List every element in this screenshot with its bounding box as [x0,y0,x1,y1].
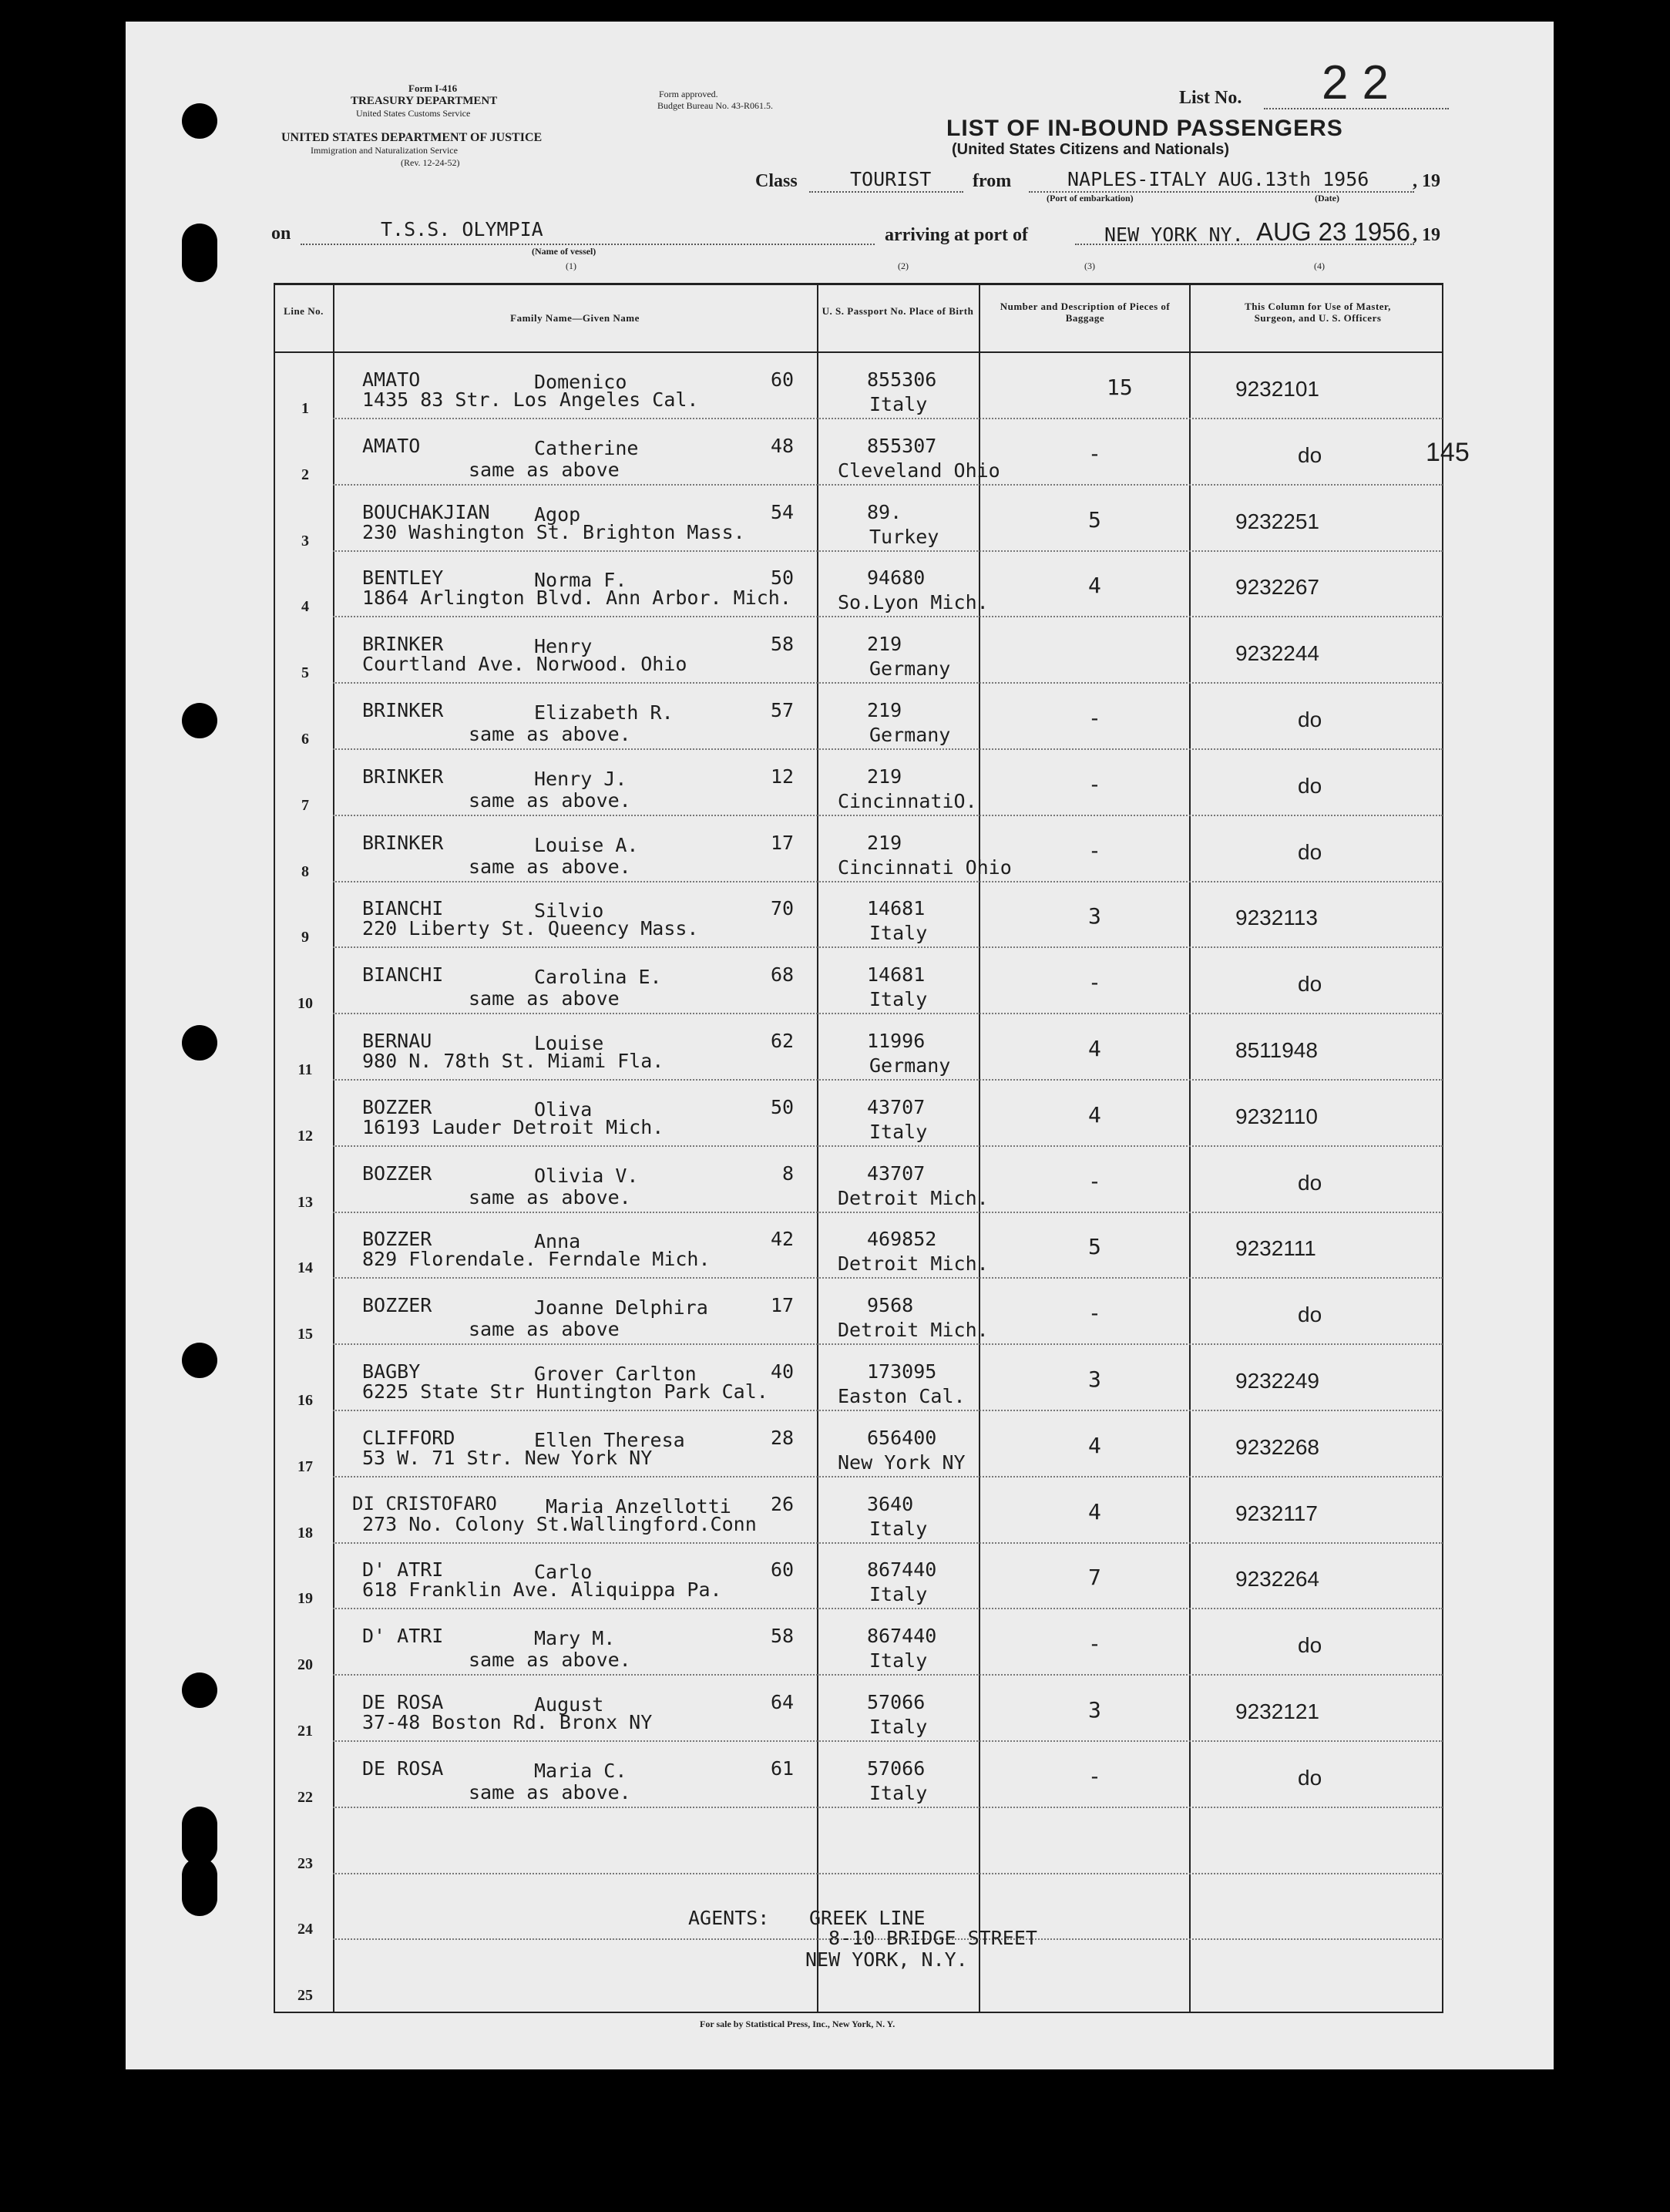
address: same as above. [469,856,631,878]
officer-entry: 9232268 [1235,1435,1320,1459]
address: same as above [469,459,620,481]
row-divider [333,1807,1443,1808]
given-name: Grover Carlton [534,1363,697,1385]
age: 62 [771,1030,795,1052]
from-value: NAPLES-ITALY AUG.13th 1956 [1067,168,1369,190]
punch-hole [182,703,217,738]
passport-number: 11996 [867,1030,926,1052]
place-of-birth: Easton Cal. [838,1385,966,1407]
agents-line3: NEW YORK, N.Y. [805,1948,968,1971]
line-number: 13 [297,1194,313,1211]
punch-hole [182,1343,217,1378]
row-divider [333,550,1443,552]
line-number: 11 [297,1061,313,1078]
family-name: BAGBY [362,1360,421,1383]
age: 17 [771,832,795,854]
row-divider [333,1740,1443,1742]
address: 1864 Arlington Blvd. Ann Arbor. Mich. [362,587,791,609]
passport-number: 57066 [867,1757,926,1780]
ins-service: Immigration and Naturalization Service [311,145,458,156]
family-name: BENTLEY [362,566,444,589]
line-number: 12 [297,1128,313,1145]
passport-number: 3640 [867,1493,914,1515]
passport-number: 219 [867,699,902,721]
given-name: Norma F. [534,569,627,591]
address: 980 N. 78th St. Miami Fla. [362,1050,664,1072]
line-number: 18 [297,1525,313,1541]
line-number: 19 [297,1590,313,1607]
officer-entry: 9232267 [1235,575,1320,599]
place-of-birth: CincinnatiO. [838,790,977,812]
agents-line2: 8-10 BRIDGE STREET [828,1927,1037,1949]
given-name: Louise [534,1032,604,1054]
family-name: BOZZER [362,1294,432,1316]
place-of-birth: Detroit Mich. [838,1319,989,1341]
line-number: 8 [301,863,309,880]
given-name: Olivia V. [534,1165,639,1187]
vessel-note: (Name of vessel) [532,246,596,257]
list-no-label: List No. [1179,88,1242,108]
line-number: 16 [297,1392,313,1409]
line-number: 4 [301,598,309,615]
row-divider [333,946,1443,948]
family-name: BRINKER [362,699,444,721]
place-of-birth: Cincinnati Ohio [838,856,1012,879]
punch-hole [182,1672,217,1708]
given-name: Henry J. [534,768,627,790]
date-note: (Date) [1315,193,1339,203]
family-name: AMATO [362,368,421,391]
baggage-count: 4 [1088,1499,1101,1525]
family-name: DE ROSA [362,1691,444,1713]
passport-number: 219 [867,832,902,854]
family-name: BRINKER [362,633,444,655]
officer-entry: 9232101 [1235,377,1320,401]
address: 618 Franklin Ave. Aliquippa Pa. [362,1578,722,1601]
address: same as above. [469,1781,631,1804]
col-number-3: (3) [1084,261,1095,271]
row-divider [333,1343,1443,1345]
col-header-officers: This Column for Use of Master, Surgeon, and U. S. Officers [1245,301,1391,324]
form-number: Form I-416 [408,82,458,94]
justice-dept: UNITED STATES DEPARTMENT OF JUSTICE [281,131,543,144]
family-name: DI CRISTOFARO [352,1493,497,1514]
address: same as above. [469,1649,631,1671]
place-of-birth: Italy [869,1782,928,1804]
officer-entry: do [1298,840,1322,864]
passport-number: 89. [867,501,902,523]
passport-number: 43707 [867,1096,926,1118]
passport-number: 14681 [867,897,926,919]
manifest-page [126,22,1554,2069]
line-number: 17 [297,1458,313,1475]
baggage-count: - [1088,838,1101,863]
line-number: 14 [297,1259,313,1276]
place-of-birth: Italy [869,1518,928,1540]
age: 70 [771,897,795,919]
line-number: 25 [297,1987,313,2004]
customs-service: United States Customs Service [356,108,471,119]
punch-hole [182,1025,217,1061]
given-name: August [534,1693,604,1716]
passport-number: 57066 [867,1691,926,1713]
row-divider [333,1079,1443,1081]
passport-number: 94680 [867,566,926,589]
baggage-count: - [1088,441,1101,466]
row-divider [333,1608,1443,1609]
row-divider [333,1674,1443,1676]
family-name: BRINKER [362,765,444,788]
officer-entry: do [1298,1171,1322,1195]
officer-entry: do [1298,1303,1322,1326]
row-divider [333,1212,1443,1213]
given-name: Maria Anzellotti [546,1495,731,1518]
family-name: BIANCHI [362,897,444,919]
family-name: BOZZER [362,1162,432,1185]
officer-entry: 9232244 [1235,641,1320,665]
col-number-2: (2) [898,261,909,271]
baggage-count: - [1088,1631,1101,1656]
address: 1435 83 Str. Los Angeles Cal. [362,388,699,411]
age: 58 [771,1625,795,1647]
baggage-count: - [1088,970,1101,995]
officer-entry: do [1298,1766,1322,1790]
family-name: BOZZER [362,1096,432,1118]
given-name: Domenico [534,371,627,393]
family-name: CLIFFORD [362,1427,455,1449]
family-name: DE ROSA [362,1757,444,1780]
family-name: D' ATRI [362,1625,444,1647]
row-divider [333,1873,1443,1874]
place-of-birth: Detroit Mich. [838,1252,989,1275]
given-name: Oliva [534,1098,593,1121]
given-name: Louise A. [534,834,639,856]
col-number-4: (4) [1314,261,1325,271]
place-of-birth: Italy [869,1121,928,1143]
passport-number: 867440 [867,1625,937,1647]
year-suffix-2: , 19 [1413,225,1440,245]
baggage-count: - [1088,1300,1101,1326]
baggage-count: - [1088,1168,1101,1194]
place-of-birth: So.Lyon Mich. [838,591,989,614]
age: 17 [771,1294,795,1316]
age: 50 [771,1096,795,1118]
baggage-count: - [1088,772,1101,797]
arrival-date-stamp: AUG 23 1956 [1256,217,1410,246]
form-title: LIST OF IN-BOUND PASSENGERS [946,116,1343,141]
given-name: Carlo [534,1561,593,1583]
place-of-birth: Italy [869,988,928,1010]
passport-number: 219 [867,765,902,788]
place-of-birth: Italy [869,922,928,944]
agents-label: AGENTS: [688,1907,770,1929]
age: 60 [771,1558,795,1581]
treasury-dept: TREASURY DEPARTMENT [351,95,498,107]
arriving-label: arriving at port of [885,225,1028,245]
line-number: 10 [297,995,313,1012]
margin-note: 145 [1426,438,1470,467]
form-approved: Form approved. [659,89,718,99]
age: 58 [771,633,795,655]
age: 48 [771,435,795,457]
baggage-count: 4 [1088,1036,1101,1061]
officer-entry: 8511948 [1235,1038,1318,1062]
given-name: Joanne Delphira [534,1296,708,1319]
address: 16193 Lauder Detroit Mich. [362,1116,664,1138]
place-of-birth: Germany [869,724,951,746]
address: 829 Florendale. Ferndale Mich. [362,1248,711,1270]
row-divider [333,1410,1443,1411]
officer-entry: do [1298,972,1322,996]
place-of-birth: Italy [869,1716,928,1738]
row-divider [333,1542,1443,1544]
officer-entry: do [1298,774,1322,798]
punch-hole [182,1807,217,1865]
passport-number: 855306 [867,368,937,391]
given-name: Ellen Theresa [534,1429,685,1451]
address: 220 Liberty St. Queency Mass. [362,917,699,940]
baggage-count: 7 [1088,1565,1101,1590]
officer-entry: 9232111 [1235,1236,1316,1260]
officer-entry: do [1298,1633,1322,1657]
baggage-count: 5 [1088,507,1101,533]
row-divider [333,1013,1443,1014]
address: same as above [469,1318,620,1340]
on-label: on [271,224,291,244]
given-name: Henry [534,635,593,657]
age: 50 [771,566,795,589]
family-name: D' ATRI [362,1558,444,1581]
form-subtitle: (United States Citizens and Nationals) [952,141,1230,158]
given-name: Agop [534,503,581,526]
list-number: 22 [1322,56,1403,109]
address: 273 No. Colony St.Wallingford.Conn [362,1513,757,1535]
passport-number: 469852 [867,1228,937,1250]
row-divider [333,418,1443,419]
baggage-count: 5 [1088,1234,1101,1259]
officer-entry: 9232249 [1235,1369,1320,1393]
address: Courtland Ave. Norwood. Ohio [362,653,687,675]
age: 8 [782,1162,795,1185]
age: 64 [771,1691,795,1713]
family-name: BERNAU [362,1030,432,1052]
family-name: BOUCHAKJIAN [362,501,490,523]
row-divider [333,881,1443,882]
baggage-count: 15 [1107,375,1133,400]
line-number: 6 [301,731,309,748]
passport-number: 43707 [867,1162,926,1185]
officer-entry: 9232251 [1235,509,1320,533]
place-of-birth: Cleveland Ohio [838,459,1000,482]
age: 42 [771,1228,795,1250]
place-of-birth: New York NY [838,1451,966,1474]
passport-number: 14681 [867,963,926,986]
class-label: Class [755,171,798,191]
punch-hole [182,1857,217,1916]
row-divider [333,748,1443,750]
family-name: AMATO [362,435,421,457]
line-number: 2 [301,466,309,483]
age: 40 [771,1360,795,1383]
officer-entry: do [1298,443,1322,467]
given-name: Anna [534,1230,581,1252]
row-divider [333,616,1443,617]
age: 26 [771,1493,795,1515]
family-name: BIANCHI [362,963,444,986]
passport-number: 219 [867,633,902,655]
age: 28 [771,1427,795,1449]
row-divider [333,682,1443,684]
class-value: TOURIST [850,168,932,190]
col-number-1: (1) [566,261,576,271]
passport-number: 867440 [867,1558,937,1581]
revision-date: (Rev. 12-24-52) [401,157,460,168]
baggage-count: 4 [1088,1433,1101,1458]
given-name: Carolina E. [534,966,662,988]
officer-entry: 9232117 [1235,1501,1318,1525]
place-of-birth: Italy [869,1583,928,1605]
passport-number: 173095 [867,1360,937,1383]
line-number: 23 [297,1855,313,1872]
line-number: 20 [297,1656,313,1673]
line-number: 3 [301,533,309,550]
line-number: 15 [297,1326,313,1343]
baggage-count: 3 [1088,1367,1101,1392]
baggage-count: 3 [1088,903,1101,929]
family-name: BOZZER [362,1228,432,1250]
baggage-count: 4 [1088,573,1101,598]
line-number: 22 [297,1789,313,1806]
age: 68 [771,963,795,986]
age: 60 [771,368,795,391]
line-number: 1 [301,400,309,417]
given-name: Mary M. [534,1627,616,1649]
printer-footer: For sale by Statistical Press, Inc., New York, N. Y. [700,2019,895,2029]
address: same as above [469,987,620,1010]
address: same as above. [469,723,631,745]
row-divider [333,1476,1443,1477]
passport-number: 855307 [867,435,937,457]
place-of-birth: Germany [869,1054,951,1077]
passport-number: 9568 [867,1294,914,1316]
place-of-birth: Italy [869,393,928,415]
address: same as above. [469,789,631,812]
line-number: 21 [297,1723,313,1740]
col-header-line: Line No. [284,305,324,317]
row-divider [333,484,1443,486]
address: 37-48 Boston Rd. Bronx NY [362,1711,653,1733]
col-header-passport: U. S. Passport No. Place of Birth [822,305,974,317]
officer-entry: 9232110 [1235,1104,1318,1128]
place-of-birth: Detroit Mich. [838,1187,989,1209]
arrival-port: NEW YORK NY. [1104,224,1244,246]
age: 12 [771,765,795,788]
given-name: Elizabeth R. [534,701,674,724]
punch-hole [182,224,217,282]
passport-number: 656400 [867,1427,937,1449]
from-label: from [973,171,1012,191]
line-number: 9 [301,929,309,946]
agents-line1: GREEK LINE [809,1907,926,1929]
address: 230 Washington St. Brighton Mass. [362,521,745,543]
col-header-baggage: Number and Description of Pieces of Baggage [1000,301,1171,324]
line-number: 7 [301,797,309,814]
officer-entry: 9232121 [1235,1699,1320,1723]
year-suffix-1: , 19 [1413,171,1440,191]
address: 6225 State Str Huntington Park Cal. [362,1380,768,1403]
place-of-birth: Italy [869,1649,928,1672]
row-divider [333,1277,1443,1279]
baggage-count: - [1088,705,1101,731]
baggage-count: 4 [1088,1102,1101,1128]
budget-bureau-no: Budget Bureau No. 43-R061.5. [657,100,773,111]
line-number: 24 [297,1921,313,1938]
row-divider [333,1145,1443,1147]
place-of-birth: Germany [869,657,951,680]
family-name: BRINKER [362,832,444,854]
row-divider [333,815,1443,816]
given-name: Silvio [534,899,604,922]
age: 57 [771,699,795,721]
officer-entry: do [1298,708,1322,731]
place-of-birth: Turkey [869,526,939,548]
age: 54 [771,501,795,523]
given-name: Catherine [534,437,639,459]
punch-hole [182,103,217,139]
given-name: Maria C. [534,1760,627,1782]
address: same as above. [469,1186,631,1209]
vessel-name: T.S.S. OLYMPIA [381,218,543,240]
col-header-name: Family Name—Given Name [510,312,640,324]
officer-entry: 9232113 [1235,906,1318,930]
address: 53 W. 71 Str. New York NY [362,1447,653,1469]
baggage-count: 3 [1088,1697,1101,1723]
line-number: 5 [301,664,309,681]
baggage-count: - [1088,1763,1101,1789]
age: 61 [771,1757,795,1780]
port-embarkation-note: (Port of embarkation) [1047,193,1134,203]
officer-entry: 9232264 [1235,1567,1320,1591]
